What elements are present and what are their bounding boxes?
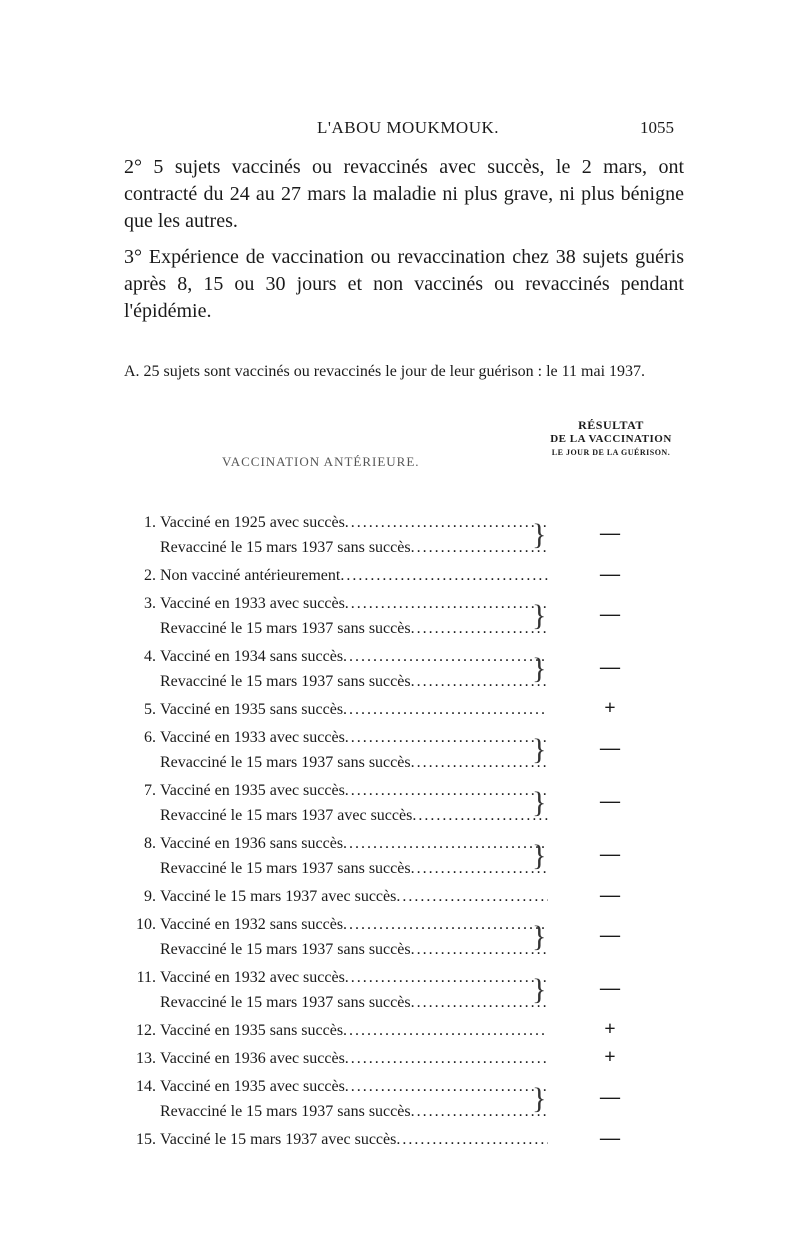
row-text: Vacciné en 1932 sans succès [160, 916, 344, 933]
row-text: Vacciné en 1925 avec succès [160, 514, 345, 531]
row-text: Vacciné en 1934 sans succès [160, 648, 344, 665]
leader-dots [345, 778, 548, 803]
table-row [118, 510, 548, 560]
brace-mark: } [532, 652, 547, 685]
leader-dots [345, 510, 548, 535]
result-header-line-1: RÉSULTAT [578, 418, 644, 432]
row-number: 15. [136, 1131, 156, 1148]
page-number: 1055 [640, 118, 674, 137]
table-row [118, 912, 548, 962]
brace-mark: } [532, 518, 547, 551]
result-mark: + [604, 696, 616, 719]
row-indent [118, 535, 160, 560]
row-text: Vacciné en 1936 sans succès [160, 835, 344, 852]
row-text: Vacciné en 1933 avec succès [160, 595, 345, 612]
paragraph-3 [124, 244, 684, 325]
brace-mark: } [532, 973, 547, 1006]
paragraph-3-text: 3° Expérience de vaccination ou revaccination chez 38 sujets guéris après 8, 15 ou 30 jours et non vaccinés ou revaccinés pendant l'épidémie. [124, 246, 684, 322]
row-text: Revacciné le 15 mars 1937 sans succès [160, 994, 411, 1011]
result-mark: — [600, 656, 620, 678]
row-text: Vacciné en 1936 avec succès [160, 1050, 345, 1067]
row-number: 14. [136, 1078, 156, 1095]
row-text: Revacciné le 15 mars 1937 sans succès [160, 620, 411, 637]
brace-mark: } [532, 920, 547, 953]
table-row-line [118, 1074, 548, 1099]
brace-mark: } [532, 786, 547, 819]
brace-mark: } [532, 839, 547, 872]
table-row-line [118, 1046, 548, 1071]
leader-dots [343, 644, 548, 669]
table-row [118, 778, 548, 828]
table-row-line [118, 1018, 548, 1043]
result-mark: — [600, 1126, 620, 1149]
leader-dots [411, 616, 548, 641]
table-row-line [118, 535, 548, 560]
row-indent [118, 1099, 160, 1124]
leader-dots [343, 1018, 548, 1043]
paragraph-2 [124, 154, 684, 235]
leader-dots [345, 725, 548, 750]
table-row [118, 1127, 548, 1152]
brace-mark: } [532, 733, 547, 766]
result-mark: — [600, 1086, 620, 1108]
row-text: Revacciné le 15 mars 1937 sans succès [160, 754, 411, 771]
table-row [118, 725, 548, 775]
row-indent [118, 669, 160, 694]
table-row-line [118, 965, 548, 990]
table-row [118, 563, 548, 588]
section-a-intro: A. 25 sujets sont vaccinés ou revaccinés le jour de leur guérison : le 11 mai 1937. [124, 363, 646, 380]
row-text: Vacciné en 1935 sans succès [160, 1022, 344, 1039]
row-text: Vacciné en 1932 avec succès [160, 969, 345, 986]
table-row [118, 697, 548, 722]
row-indent [118, 750, 160, 775]
row-text: Revacciné le 15 mars 1937 sans succès [160, 539, 411, 556]
leader-dots [411, 750, 548, 775]
table-row-line [118, 856, 548, 881]
row-indent [118, 616, 160, 641]
row-text: Revacciné le 15 mars 1937 sans succès [160, 673, 411, 690]
table-row-line [118, 1099, 548, 1124]
table-row [118, 591, 548, 641]
table-row-line [118, 510, 548, 535]
table-row-line [118, 937, 548, 962]
result-mark: — [600, 924, 620, 946]
result-mark: — [600, 603, 620, 625]
row-indent [118, 803, 160, 828]
row-text: Vacciné le 15 mars 1937 avec succès [160, 1131, 397, 1148]
leader-dots [411, 856, 548, 881]
leader-dots [411, 990, 548, 1015]
row-number: 4. [144, 648, 156, 665]
leader-dots [396, 884, 548, 909]
row-text: Revacciné le 15 mars 1937 sans succès [160, 1103, 411, 1120]
leader-dots [412, 803, 548, 828]
row-text: Revacciné le 15 mars 1937 sans succès [160, 941, 411, 958]
row-number: 6. [144, 729, 156, 746]
row-indent [118, 856, 160, 881]
result-mark: — [600, 883, 620, 906]
row-number: 12. [136, 1022, 156, 1039]
row-number: 8. [144, 835, 156, 852]
table-row [118, 1018, 548, 1043]
leader-dots [345, 965, 548, 990]
result-mark: — [600, 522, 620, 544]
leader-dots [343, 912, 548, 937]
brace-mark: } [532, 599, 547, 632]
row-number: 11. [136, 969, 156, 986]
table-row-line [118, 778, 548, 803]
table-row [118, 1074, 548, 1124]
table-row-line [118, 697, 548, 722]
row-indent [118, 990, 160, 1015]
result-mark: — [600, 562, 620, 585]
leader-dots [411, 535, 548, 560]
row-number: 3. [144, 595, 156, 612]
table-row [118, 831, 548, 881]
table-row-line [118, 591, 548, 616]
result-column-header [540, 418, 682, 460]
row-number: 5. [144, 701, 156, 718]
vaccination-column-header: VACCINATION ANTÉRIEURE. [222, 454, 420, 469]
table-row-line [118, 912, 548, 937]
row-text: Revacciné le 15 mars 1937 avec succès [160, 807, 413, 824]
result-mark: — [600, 843, 620, 865]
row-indent [118, 937, 160, 962]
result-mark: + [604, 1017, 616, 1040]
table-row-line [118, 884, 548, 909]
leader-dots [411, 669, 548, 694]
table-row [118, 965, 548, 1015]
row-number: 10. [136, 916, 156, 933]
row-text: Vacciné le 15 mars 1937 avec succès [160, 888, 397, 905]
leader-dots [411, 937, 548, 962]
row-text: Vacciné en 1935 avec succès [160, 1078, 345, 1095]
table-row-line [118, 750, 548, 775]
table-row-line [118, 990, 548, 1015]
table-row-line [118, 644, 548, 669]
leader-dots [343, 697, 548, 722]
row-text: Vacciné en 1935 avec succès [160, 782, 345, 799]
table-row-line [118, 616, 548, 641]
leader-dots [411, 1099, 548, 1124]
result-header-line-3: LE JOUR DE LA GUÉRISON. [551, 448, 671, 457]
result-header-line-2: DE LA VACCINATION [550, 433, 672, 445]
table-row-line [118, 669, 548, 694]
table-row-line [118, 725, 548, 750]
row-number: 13. [136, 1050, 156, 1067]
leader-dots [340, 563, 548, 588]
paragraph-2-text: 2° 5 sujets vaccinés ou revaccinés avec succès, le 2 mars, ont contracté du 24 au 27 mars la maladie ni plus grave, ni plus bénigne que les autres. [124, 156, 684, 232]
row-text: Vacciné en 1933 avec succès [160, 729, 345, 746]
row-text: Non vacciné antérieurement [160, 567, 341, 584]
result-mark: + [604, 1045, 616, 1068]
result-mark: — [600, 737, 620, 759]
table-row-line [118, 831, 548, 856]
row-number: 9. [144, 888, 156, 905]
result-mark: — [600, 977, 620, 999]
table-row-line [118, 1127, 548, 1152]
row-text: Revacciné le 15 mars 1937 sans succès [160, 860, 411, 877]
row-number: 7. [144, 782, 156, 799]
brace-mark: } [532, 1082, 547, 1115]
leader-dots [343, 831, 548, 856]
row-number: 2. [144, 567, 156, 584]
row-number: 1. [144, 514, 156, 531]
table-row [118, 1046, 548, 1071]
running-header: L'ABOU MOUKMOUK. [317, 118, 500, 137]
table-row-line [118, 803, 548, 828]
leader-dots [345, 591, 548, 616]
row-text: Vacciné en 1935 sans succès [160, 701, 344, 718]
result-mark: — [600, 790, 620, 812]
table-row [118, 644, 548, 694]
table-row [118, 884, 548, 909]
leader-dots [345, 1074, 548, 1099]
leader-dots [396, 1127, 548, 1152]
leader-dots [345, 1046, 548, 1071]
table-row-line [118, 563, 548, 588]
